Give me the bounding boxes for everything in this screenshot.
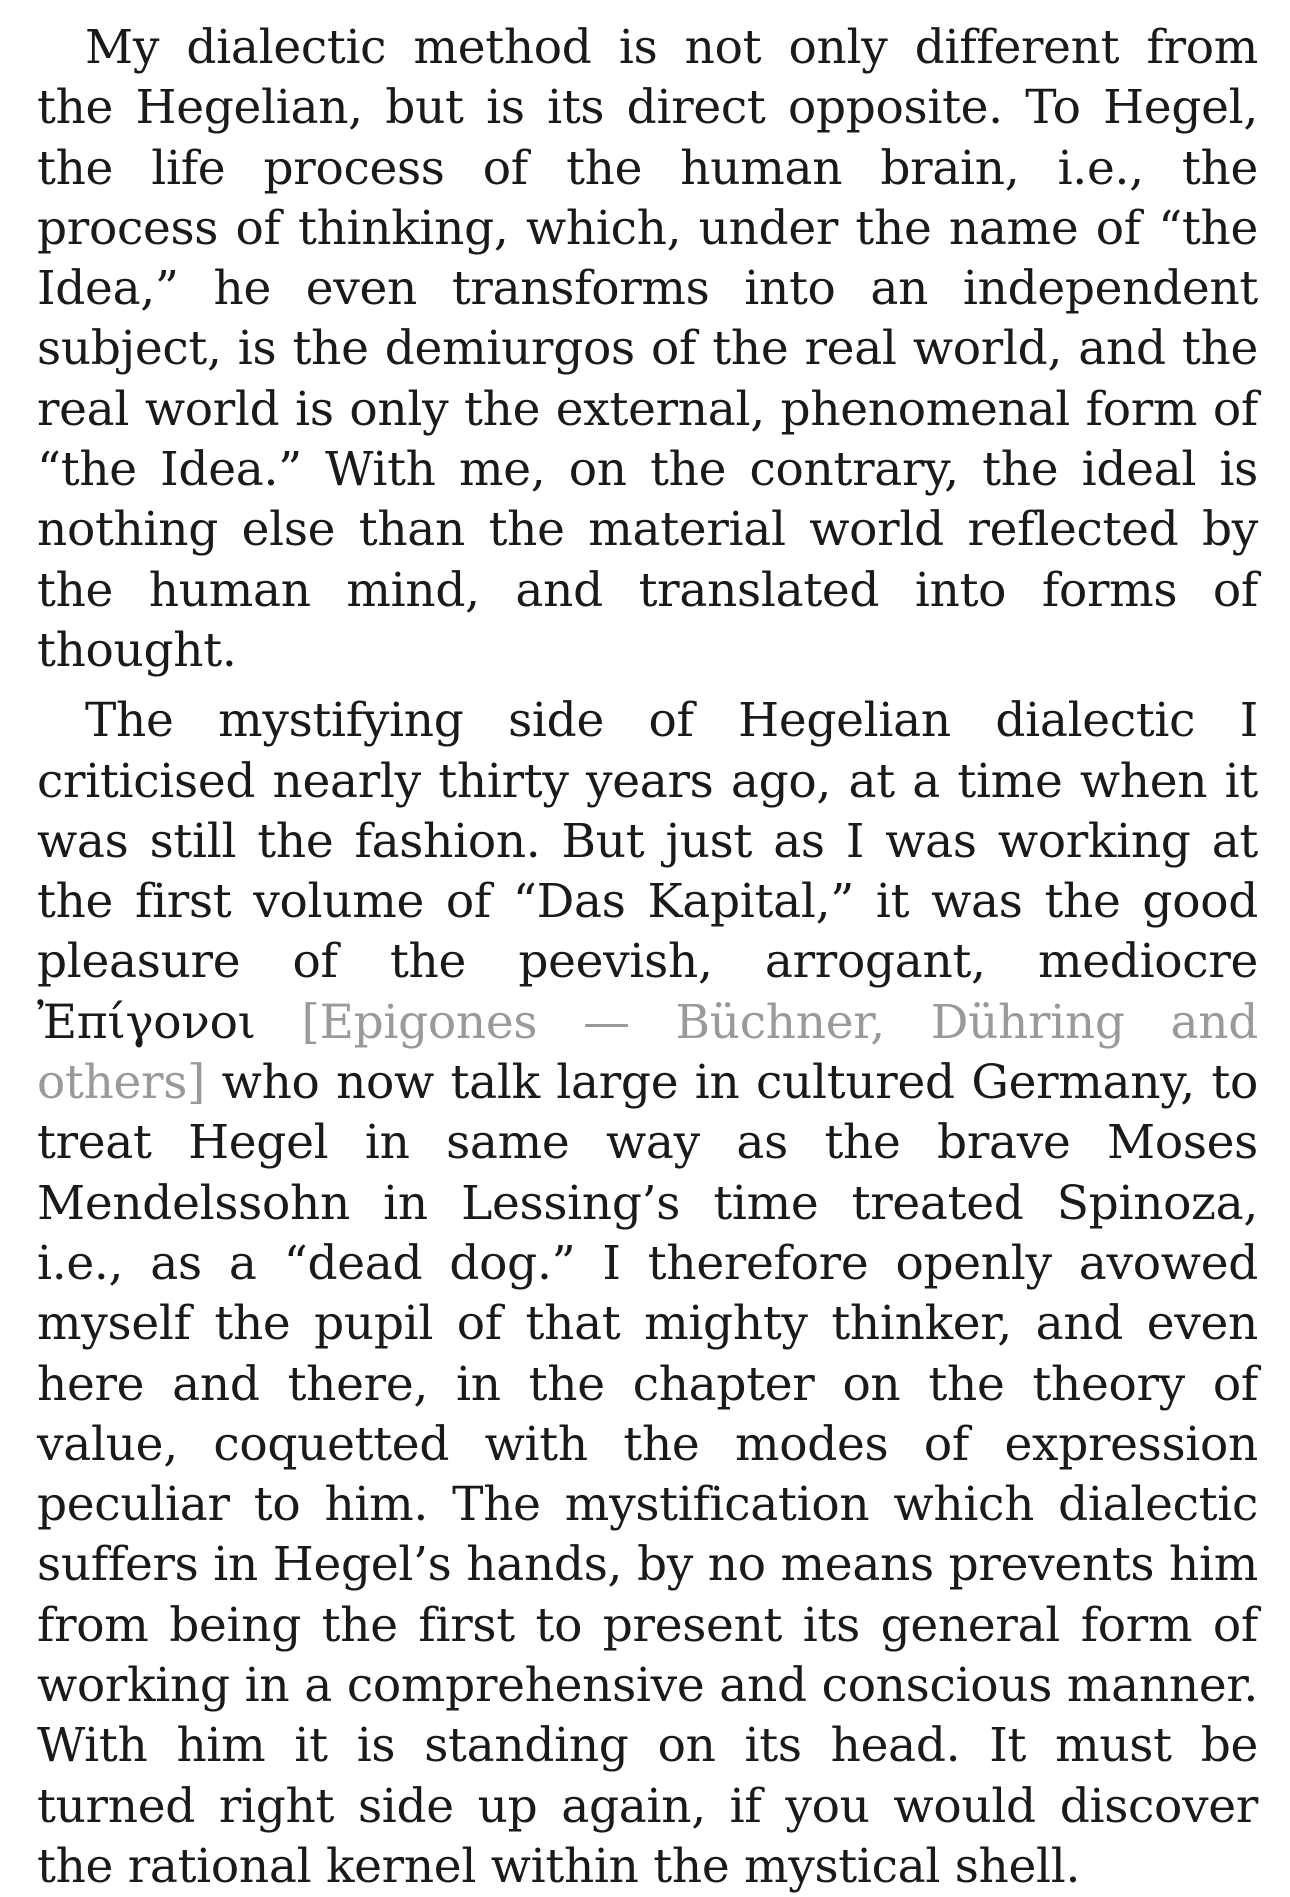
- paragraph-text-after-note: who now talk large in cultured Germany, to treat Hegel in same way as the brave Moses Mendelssohn in Lessing’s time treated Spinoza, i.e., as a “dead dog.” I therefore openly avowed myself the pupil of that mighty thinker, and even here and there, in the chapter on the theory of value, coquetted with the modes of expression peculiar to him. The mystification which dialectic suffers in Hegel’s hands, by no means prevents him from being the first to present its general form of working in a comprehensive and conscious manner. With him it is standing on its head. It must be turned right side up again, if you would discover the rational kernel within the mystical shell.: [37, 1055, 1258, 1894]
- paragraph-text: My dialectic method is not only different from the Hegelian, but is its direct opposite. To Hegel, the life process of the human brain, i.e., the process of thinking, which, under the name of “the Idea,” he even transforms into an independent subject, is the demiurgos of the real world, and the real world is only the external, phenomenal form of “the Idea.” With me, on the contrary, the ideal is nothing else than the material world reflected by the human mind, and translated into forms of thought.: [37, 20, 1258, 678]
- paragraph-text-before-note: The mystifying side of Hegelian dialectic I criticised nearly thirty years ago, at a time when it was still the fashion. But just as I was working at the first volume of “Das Kapital,” it was the good pleasure of the peevish, arrogant, mediocre Ἐπίγονοι: [37, 693, 1258, 1050]
- reader-page: [37, 18, 1258, 1897]
- paragraph-mystifying-side: [37, 691, 1258, 1897]
- paragraph-dialectic-method: [37, 18, 1258, 681]
- editorial-note: [Epigones — Büchner, Dühring and others]: [37, 994, 1258, 1111]
